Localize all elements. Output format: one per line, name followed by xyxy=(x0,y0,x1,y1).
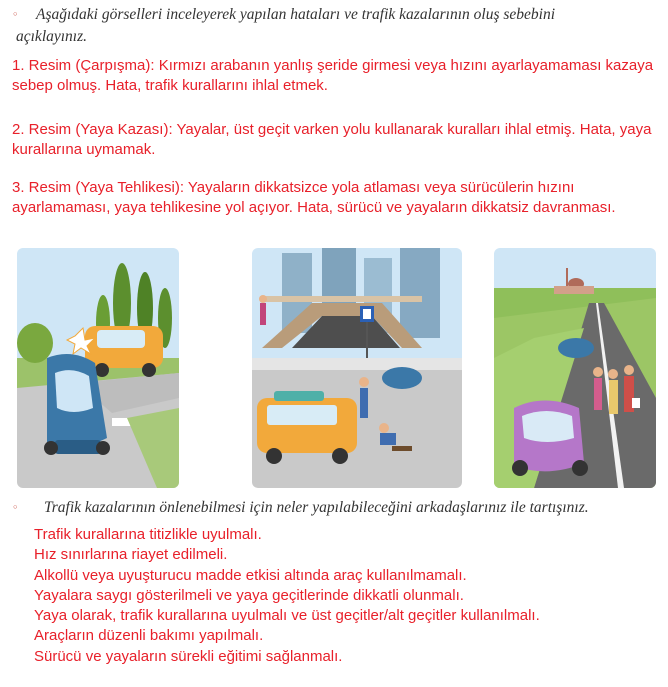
question-1 xyxy=(12,4,662,48)
car-crash-illustration xyxy=(17,248,179,488)
question-2-text: Trafik kazalarının önlenebilmesi için neler yapılabileceğini arkadaşlarınız ile tartışınız. xyxy=(44,499,589,516)
answer-2: 2. Resim (Yaya Kazası): Yayalar, üst geçit varken yolu kullanarak kuralları ihlal etmiş. Hata, yaya kurallarına uymamak. xyxy=(12,121,652,158)
question-1-line-1: Aşağıdaki görselleri inceleyerek yapılan hataları ve trafik kazalarının oluş sebebini xyxy=(36,6,556,23)
list-item: Alkollü veya uyuşturucu madde etkisi altında araç kullanılmamalı. xyxy=(34,566,467,584)
pedestrian-accident-illustration xyxy=(252,248,462,488)
answer-1: 1. Resim (Çarpışma): Kırmızı arabanın yanlış şeride girmesi veya hızını ayarlayamaması kazaya sebep olmuş. Hata, trafik kurallarını ihlal etmek. xyxy=(12,57,654,94)
list-item: Trafik kurallarına titizlikle uyulmalı. xyxy=(34,526,262,543)
question-2 xyxy=(12,497,662,519)
prevention-list xyxy=(34,525,664,667)
list-item: Yayalara saygı gösterilmeli ve yaya geçitlerinde dikkatli olunmalı. xyxy=(34,586,464,604)
pedestrian-danger-illustration xyxy=(494,248,656,488)
question-1-line-2: açıklayınız. xyxy=(16,28,88,45)
list-item: Araçların düzenli bakımı yapılmalı. xyxy=(34,627,264,645)
bullet-icon: ◦ xyxy=(12,501,19,514)
list-item: Yaya olarak, trafik kurallarına uyulmalı ve üst geçitler/alt geçitler kullanılmalı. xyxy=(34,607,540,625)
bullet-icon: ◦ xyxy=(12,8,19,21)
answer-3: 3. Resim (Yaya Tehlikesi): Yayaların dikkatsizce yola atlaması veya sürücülerin hızını ayarlamaması, yaya tehlikesine yol açıyor. Hata, sürücü ve yayaların dikkatsiz davranması. xyxy=(12,179,616,216)
list-item: Sürücü ve yayaların sürekli eğitimi sağlanmalı. xyxy=(34,647,343,665)
list-item: Hız sınırlarına riayet edilmeli. xyxy=(34,546,228,564)
